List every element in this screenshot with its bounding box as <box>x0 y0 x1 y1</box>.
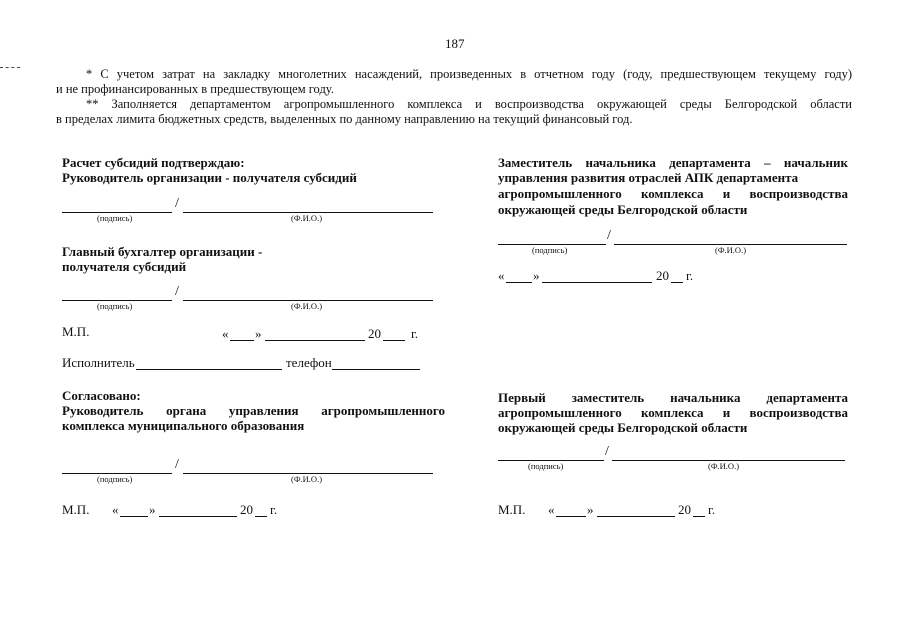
date-open-quote: « <box>548 502 555 517</box>
executor-label: Исполнитель <box>62 355 135 370</box>
date-close-quote: » <box>587 502 594 517</box>
date-year-prefix: 20 <box>240 502 253 517</box>
signature-caption: (подпись) <box>528 461 564 471</box>
signature-caption: (подпись) <box>97 213 133 223</box>
signature-caption: (подпись) <box>97 301 133 311</box>
executor-line <box>136 369 282 370</box>
date-year-line <box>383 340 405 341</box>
date-day-line <box>230 340 254 341</box>
date-year-suffix: г. <box>411 326 419 341</box>
date-year-suffix: г. <box>270 502 278 517</box>
accountant-heading: Главный бухгалтер организации - <box>62 244 263 259</box>
deputy-heading-line-3: агропромышленного комплекса и воспроизводства <box>498 186 848 201</box>
first-deputy-heading-line-2: агропромышленного комплекса и воспроизводства <box>498 405 848 420</box>
first-deputy-heading-line-3: окружающей среды Белгородской области <box>498 420 748 435</box>
slash: / <box>175 457 179 472</box>
date-month-line <box>265 340 365 341</box>
confirm-subheading: Руководитель организации - получателя субсидий <box>62 170 357 185</box>
deputy-heading-line-2: управления развития отраслей АПК департамента <box>498 170 799 185</box>
date-year-prefix: 20 <box>368 326 381 341</box>
page-number: 187 <box>445 36 465 51</box>
date-year-suffix: г. <box>686 268 694 283</box>
fio-caption: (Ф.И.О.) <box>715 245 747 255</box>
footnote-2-line-1: ** Заполняется департаментом агропромышленного комплекса и воспроизводства окружающей среды Белгородской области <box>86 97 852 111</box>
slash: / <box>607 228 611 243</box>
accountant-subheading: получателя субсидий <box>62 259 187 274</box>
date-day-line <box>556 516 586 517</box>
fio-caption: (Ф.И.О.) <box>291 213 323 223</box>
footnote-1-line-1: * С учетом затрат на закладку многолетних насаждений, произведенных в отчетном году (году, предшествующем текущему году) <box>86 67 852 81</box>
stamp-label: М.П. <box>498 502 526 517</box>
fio-caption: (Ф.И.О.) <box>291 474 323 484</box>
date-open-quote: « <box>112 502 119 517</box>
slash: / <box>175 284 179 299</box>
date-open-quote: « <box>498 268 505 283</box>
fio-caption: (Ф.И.О.) <box>291 301 323 311</box>
date-year-suffix: г. <box>708 502 716 517</box>
footnote-1-line-2: и не профинансированных в предшествующем году. <box>56 82 334 96</box>
date-close-quote: » <box>149 502 156 517</box>
confirm-heading: Расчет субсидий подтверждаю: <box>62 155 245 170</box>
stamp-label: М.П. <box>62 502 90 517</box>
agreed-heading: Согласовано: <box>62 388 141 403</box>
municipal-heading-line-2: комплекса муниципального образования <box>62 418 305 433</box>
deputy-heading-line-4: окружающей среды Белгородской области <box>498 202 748 217</box>
stamp-label: М.П. <box>62 324 90 339</box>
date-year-prefix: 20 <box>678 502 691 517</box>
date-month-line <box>159 516 237 517</box>
first-deputy-heading-line-1: Первый заместитель начальника департамента <box>498 390 848 405</box>
slash: / <box>175 196 179 211</box>
municipal-heading-line-1: Руководитель органа управления агропромышленного <box>62 403 445 418</box>
signature-caption: (подпись) <box>532 245 568 255</box>
slash: / <box>605 444 609 459</box>
date-day-line <box>120 516 148 517</box>
deputy-heading-line-1: Заместитель начальника департамента – начальник <box>498 155 848 170</box>
fio-caption: (Ф.И.О.) <box>708 461 740 471</box>
date-year-prefix: 20 <box>656 268 669 283</box>
footnote-separator <box>0 67 20 68</box>
date-close-quote: » <box>533 268 540 283</box>
date-close-quote: » <box>255 326 262 341</box>
date-month-line <box>542 282 652 283</box>
phone-line <box>332 369 420 370</box>
date-year-line <box>255 516 267 517</box>
date-month-line <box>597 516 675 517</box>
signature-caption: (подпись) <box>97 474 133 484</box>
footnote-2-line-2: в пределах лимита бюджетных средств, выделенных по данному направлению на текущий финансовый год. <box>56 112 633 126</box>
date-year-line <box>671 282 683 283</box>
phone-label: телефон <box>286 355 332 370</box>
date-day-line <box>506 282 532 283</box>
date-year-line <box>693 516 705 517</box>
date-open-quote: « <box>222 326 229 341</box>
